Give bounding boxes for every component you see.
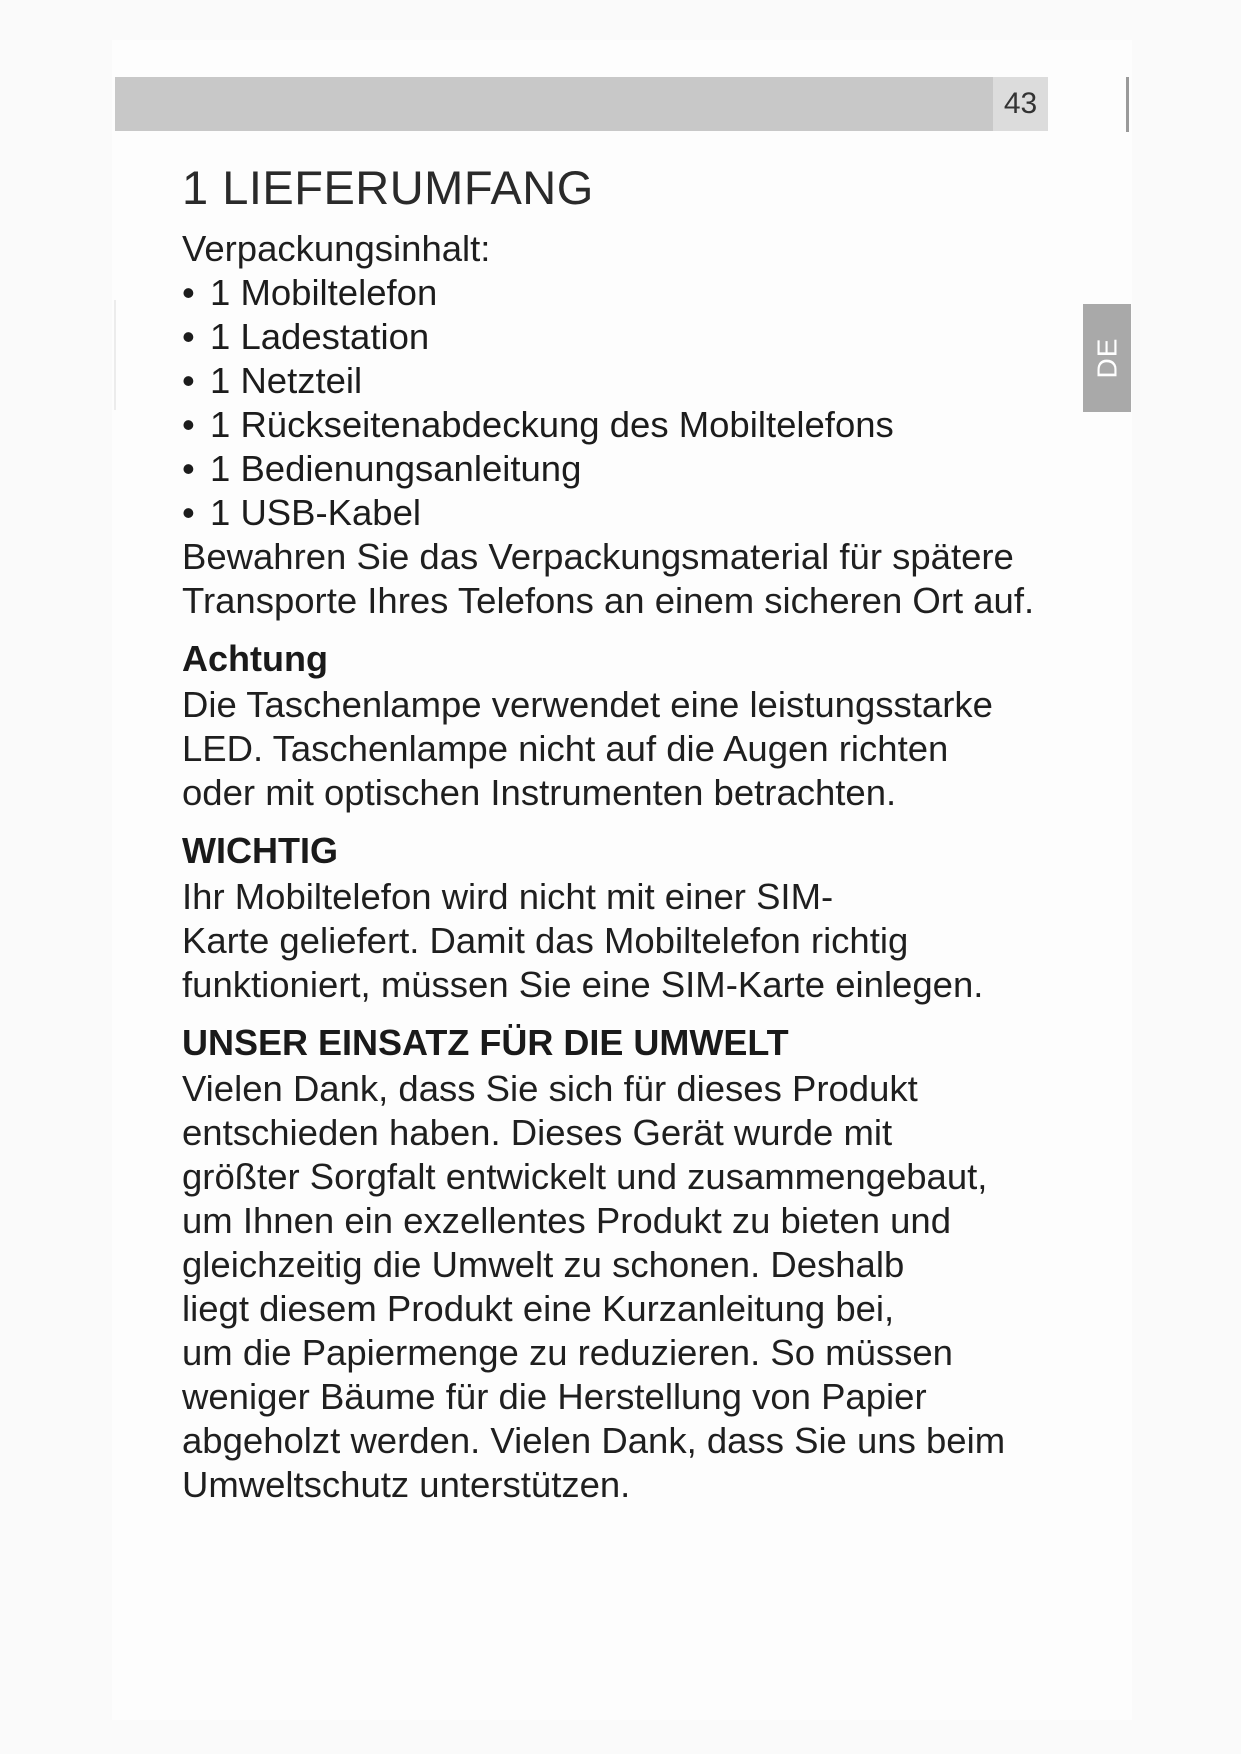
header-right-rule xyxy=(1126,77,1129,132)
list-item-label: 1 Mobiltelefon xyxy=(210,272,438,313)
bullet-icon: • xyxy=(182,492,195,533)
achtung-line: oder mit optischen Instrumenten betrachten. xyxy=(182,772,897,813)
storage-note-line: Bewahren Sie das Verpackungsmaterial für spätere xyxy=(182,536,1014,577)
achtung-heading: Achtung xyxy=(182,638,328,679)
header-bar xyxy=(115,77,993,131)
list-item xyxy=(182,271,1082,315)
umwelt-line: abgeholzt werden. Vielen Dank, dass Sie uns beim xyxy=(182,1420,1006,1461)
umwelt-line: um die Papiermenge zu reduzieren. So müssen xyxy=(182,1332,953,1373)
page-number: 43 xyxy=(993,77,1048,131)
umwelt-line: Umweltschutz unterstützen. xyxy=(182,1464,631,1505)
wichtig-line: Karte geliefert. Damit das Mobiltelefon richtig xyxy=(182,920,909,961)
main-content xyxy=(182,160,1082,1507)
wichtig-line: Ihr Mobiltelefon wird nicht mit einer SIM- xyxy=(182,876,834,917)
list-item xyxy=(182,447,1082,491)
achtung-line: LED. Taschenlampe nicht auf die Augen richten xyxy=(182,728,949,769)
package-contents-list xyxy=(182,271,1082,535)
bullet-icon: • xyxy=(182,360,195,401)
list-item-label: 1 Bedienungsanleitung xyxy=(210,448,582,489)
package-contents-intro: Verpackungsinhalt: xyxy=(182,228,491,269)
list-item-label: 1 Rückseitenabdeckung des Mobiltelefons xyxy=(210,404,894,445)
list-item xyxy=(182,315,1082,359)
list-item xyxy=(182,491,1082,535)
umwelt-line: gleichzeitig die Umwelt zu schonen. Deshalb xyxy=(182,1244,905,1285)
umwelt-line: größter Sorgfalt entwickelt und zusammengebaut, xyxy=(182,1156,988,1197)
wichtig-heading: WICHTIG xyxy=(182,830,338,871)
list-item xyxy=(182,359,1082,403)
umwelt-line: entschieden haben. Dieses Gerät wurde mit xyxy=(182,1112,893,1153)
umwelt-line: Vielen Dank, dass Sie sich für dieses Produkt xyxy=(182,1068,918,1109)
bullet-icon: • xyxy=(182,448,195,489)
umwelt-line: liegt diesem Produkt eine Kurzanleitung bei, xyxy=(182,1288,895,1329)
section-title: 1 LIEFERUMFANG xyxy=(182,161,594,214)
bullet-icon: • xyxy=(182,272,195,313)
storage-note-line: Transporte Ihres Telefons an einem sicheren Ort auf. xyxy=(182,580,1035,621)
list-item-label: 1 USB-Kabel xyxy=(210,492,421,533)
language-tab xyxy=(1083,304,1131,412)
umwelt-line: um Ihnen ein exzellentes Produkt zu bieten und xyxy=(182,1200,952,1241)
left-margin-rule xyxy=(114,300,116,410)
achtung-line: Die Taschenlampe verwendet eine leistungsstarke xyxy=(182,684,993,725)
language-tab-label: DE xyxy=(1091,337,1122,379)
umwelt-line: weniger Bäume für die Herstellung von Papier xyxy=(182,1376,927,1417)
umwelt-heading: UNSER EINSATZ FÜR DIE UMWELT xyxy=(182,1022,789,1063)
list-item xyxy=(182,403,1082,447)
list-item-label: 1 Ladestation xyxy=(210,316,430,357)
list-item-label: 1 Netzteil xyxy=(210,360,363,401)
bullet-icon: • xyxy=(182,316,195,357)
wichtig-line: funktioniert, müssen Sie eine SIM-Karte einlegen. xyxy=(182,964,984,1005)
bullet-icon: • xyxy=(182,404,195,445)
